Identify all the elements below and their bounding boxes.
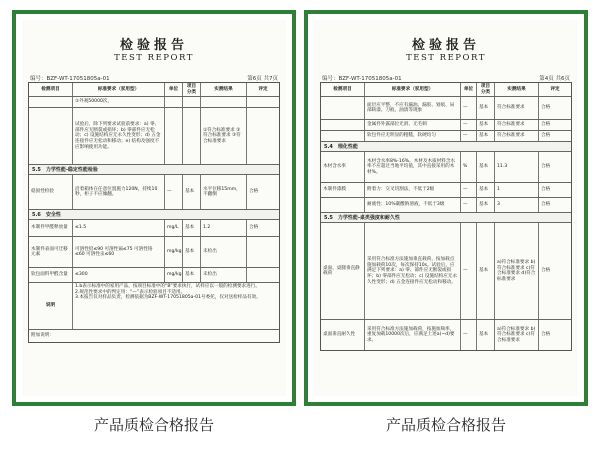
notes-text bbox=[73, 283, 279, 329]
cell: mg/L bbox=[165, 220, 183, 236]
cell: 桌面垂直耐久性 bbox=[321, 320, 365, 350]
note-line: 3.本报告仅对样品负责，检测依据为BZF-WT-17051805a-01号委托，仅对送检样品有效。 bbox=[75, 295, 261, 301]
cell: 采用符合标准方法施加垂直载荷，按加载点施加载荷10次，每次保持10s。试验后，应满足下列要求：a) 零、部件应无断裂或损坏；b) 零部件应无松动；c) 设施结构应无永久性变形；d) 五金连接件应无松动和移动。 bbox=[365, 223, 461, 319]
cell: 符合标准要求 bbox=[495, 120, 539, 130]
cell: 桌面、桌腿垂直静载荷 bbox=[321, 223, 365, 319]
cell: 金属件外露部位光滑、无毛刺 bbox=[365, 120, 461, 130]
section-title: 5.6 安全性 bbox=[29, 210, 279, 219]
table-row bbox=[29, 108, 279, 165]
col-header: 实测结果 bbox=[495, 83, 539, 96]
cell: 基本 bbox=[477, 198, 495, 212]
cell: 木制件甲醛释放量 bbox=[29, 220, 73, 236]
caption-left: 产品质检合格报告 bbox=[93, 416, 214, 434]
cell: 可溶性铅≤90 可溶性镉≤75 可溶性铬≤60 可溶性汞≤60 bbox=[73, 237, 165, 267]
table-header-row bbox=[321, 83, 571, 97]
cell: 稳固性检验 bbox=[29, 175, 73, 209]
cell bbox=[29, 97, 73, 107]
cell: 基本 bbox=[477, 152, 495, 182]
cell: 木制件漆膜 bbox=[321, 183, 365, 197]
cell bbox=[165, 97, 183, 107]
cell: 合格 bbox=[541, 187, 551, 193]
col-header: 项目分类 bbox=[477, 83, 495, 96]
cell: 11.3 bbox=[495, 152, 539, 182]
note-line: 1.b表示标准中的家用产品，按项目标准中的“B”要求执行，试样应以一般的检测要求进行。 bbox=[75, 284, 260, 290]
col-header: 检测项目 bbox=[321, 83, 365, 96]
section-row bbox=[321, 213, 571, 223]
section-row bbox=[321, 142, 571, 152]
cell: 合格 bbox=[541, 268, 551, 274]
cell bbox=[321, 120, 365, 130]
cell: 合格 bbox=[249, 225, 259, 231]
report-subtitle: TEST REPORT bbox=[406, 53, 486, 63]
cell: 耐液性：10%碳酸钠溶液，不低于3级 bbox=[365, 198, 461, 212]
notes-row bbox=[29, 283, 279, 330]
cell bbox=[247, 237, 279, 267]
notes-label: 说明 bbox=[29, 283, 73, 329]
cell: ①符合标准要求 ②符合标准要求 ③符合标准要求 bbox=[201, 108, 247, 164]
cell: ≤300 bbox=[73, 268, 165, 282]
cell: 试验后，除下列要求试验前要求：a) 零、部件应无断裂或损坏；b) 零部件应无松动；c) 设施结构应无永久性变形；d) 五金连接件应无松动和移动；e) 结构及强度不应影响使用功能。 bbox=[73, 108, 165, 164]
cell: ≤1.5 bbox=[73, 220, 165, 236]
cell bbox=[321, 131, 365, 141]
col-header: 标准要求（家用型） bbox=[73, 83, 165, 96]
table-row bbox=[321, 152, 571, 183]
cell: 木制件表面可迁移元素 bbox=[29, 237, 73, 267]
cell: 水平位移15mm，不翻倒 bbox=[201, 175, 247, 209]
cell bbox=[247, 268, 279, 282]
col-header: 检测项目 bbox=[29, 83, 73, 96]
cell: 未检出 bbox=[201, 237, 247, 267]
cell: 基本 bbox=[477, 120, 495, 130]
note-line: 2.规范性要求中的判定用：“—”表示检验项目不适用。 bbox=[75, 289, 186, 295]
report-panel-left bbox=[12, 10, 296, 406]
section-title: 5.4 理化性能 bbox=[321, 142, 571, 151]
section-row bbox=[29, 165, 279, 175]
cell: 木材含水率8%-16%。木材及木质材料含水率不应超过当地平均值，其中直接采用的木材%。 bbox=[365, 152, 461, 182]
cell: % bbox=[461, 152, 477, 182]
footer-note: 附加说明： bbox=[31, 333, 54, 339]
report-title: 检验报告 bbox=[411, 38, 480, 53]
section-title: 5.5 力学性能-稳定性能检验 bbox=[29, 165, 279, 174]
cell: ①外观50000次， bbox=[73, 97, 165, 107]
col-header: 单位 bbox=[165, 83, 183, 96]
cell bbox=[321, 97, 365, 119]
cell: — bbox=[461, 223, 477, 319]
table-row bbox=[29, 175, 279, 210]
cell: 基本 bbox=[477, 131, 495, 141]
cell: 基本 bbox=[183, 220, 201, 236]
table-row bbox=[29, 268, 279, 283]
report-subtitle: TEST REPORT bbox=[114, 53, 194, 63]
table-row bbox=[321, 223, 571, 320]
cell: — bbox=[461, 131, 477, 141]
report-page: 第4页 共6页 bbox=[539, 76, 570, 82]
cell bbox=[183, 108, 201, 164]
col-header: 标准要求（家用型） bbox=[365, 83, 461, 96]
cell: 合格 bbox=[541, 332, 551, 338]
cell: — bbox=[461, 198, 477, 212]
report-title: 检验报告 bbox=[119, 38, 188, 53]
report-table bbox=[320, 82, 572, 351]
cell: — bbox=[165, 175, 183, 209]
cell: 附着力：交叉切割法，不低于2级 bbox=[365, 183, 461, 197]
section-title: 5.5 力学性能-桌类强度和耐久性 bbox=[321, 213, 571, 222]
cell: 符合标准要求 bbox=[495, 131, 539, 141]
cell: mg/kg bbox=[165, 237, 183, 267]
report-page: 第6页 共7页 bbox=[247, 76, 278, 82]
report-number: 编号：BZF-WT-17051805a-01 bbox=[30, 76, 110, 82]
cell: mg/kg bbox=[165, 268, 183, 282]
cell: 3 bbox=[495, 198, 539, 212]
col-header: 评定 bbox=[550, 86, 560, 92]
cell: 未检出 bbox=[201, 268, 247, 282]
cell: 符合标准要求 bbox=[495, 97, 539, 119]
table-row bbox=[321, 183, 571, 198]
cell bbox=[183, 97, 201, 107]
cell: 合格 bbox=[541, 164, 551, 170]
cell: — bbox=[461, 183, 477, 197]
report-number: 编号：BZF-WT-17051805a-01 bbox=[322, 76, 402, 82]
cell: — bbox=[461, 97, 477, 119]
cell: 合格 bbox=[249, 189, 259, 195]
cell: 合格 bbox=[541, 122, 551, 128]
cell: — bbox=[461, 120, 477, 130]
caption-right: 产品质检合格报告 bbox=[385, 416, 506, 434]
cell: 基本 bbox=[477, 223, 495, 319]
report-sheet bbox=[314, 20, 578, 396]
cell: — bbox=[461, 320, 477, 350]
report-table bbox=[28, 82, 280, 343]
cell bbox=[247, 97, 279, 107]
cell: 沿着箱体在任意位置施力120N，持续10秒，柜子不应倾翻。 bbox=[73, 175, 165, 209]
cell: 基本 bbox=[183, 237, 201, 267]
table-row bbox=[29, 97, 279, 108]
col-header: 实测结果 bbox=[201, 83, 247, 96]
cell: 软包面料甲醛含量 bbox=[29, 268, 73, 282]
cell bbox=[165, 108, 183, 164]
cell: 基本 bbox=[477, 97, 495, 119]
cell bbox=[201, 97, 247, 107]
table-row bbox=[29, 237, 279, 268]
footer-row bbox=[29, 330, 279, 342]
cell bbox=[29, 108, 73, 164]
col-header: 项目分类 bbox=[183, 83, 201, 96]
cell: 合格 bbox=[541, 202, 551, 208]
cell: 基本 bbox=[477, 183, 495, 197]
table-row bbox=[321, 131, 571, 142]
cell: 基本 bbox=[183, 268, 201, 282]
cell: 面层应平整，不应有漏油、漏胶、划痕、局部缺漆、刀痕、油渍等现象 bbox=[365, 97, 461, 119]
table-row bbox=[29, 220, 279, 237]
cell: a)符合标准要求 b)符合标准要求 c)符合标准要求 d)符合标准要求 bbox=[495, 223, 539, 319]
cell: 木材含水率 bbox=[321, 152, 365, 182]
table-header-row bbox=[29, 83, 279, 97]
col-header: 评定 bbox=[258, 86, 268, 92]
table-row bbox=[321, 320, 571, 350]
table-row bbox=[321, 198, 571, 213]
report-panel-right bbox=[304, 10, 588, 406]
cell bbox=[247, 108, 279, 164]
table-row bbox=[321, 120, 571, 131]
cell: 软包件应无明显的粗糙，软硬均匀 bbox=[365, 131, 461, 141]
cell: 1.2 bbox=[201, 220, 247, 236]
col-header: 单位 bbox=[461, 83, 477, 96]
cell: a)符合标准要求 b)符合标准要求 c)符合标准要求 bbox=[495, 320, 539, 350]
cell: 基本 bbox=[183, 175, 201, 209]
cell: 采用符合标准方法施加载荷，按施加频率，重复加载10000次后，应满足上述a)~d)要求。 bbox=[365, 320, 461, 350]
cell: 基本 bbox=[477, 320, 495, 350]
section-row bbox=[29, 210, 279, 220]
table-row bbox=[321, 97, 571, 120]
cell: 合格 bbox=[541, 133, 551, 139]
cell: 1 bbox=[495, 183, 539, 197]
cell: 合格 bbox=[541, 105, 551, 111]
cell bbox=[321, 198, 365, 212]
report-sheet bbox=[22, 20, 286, 396]
